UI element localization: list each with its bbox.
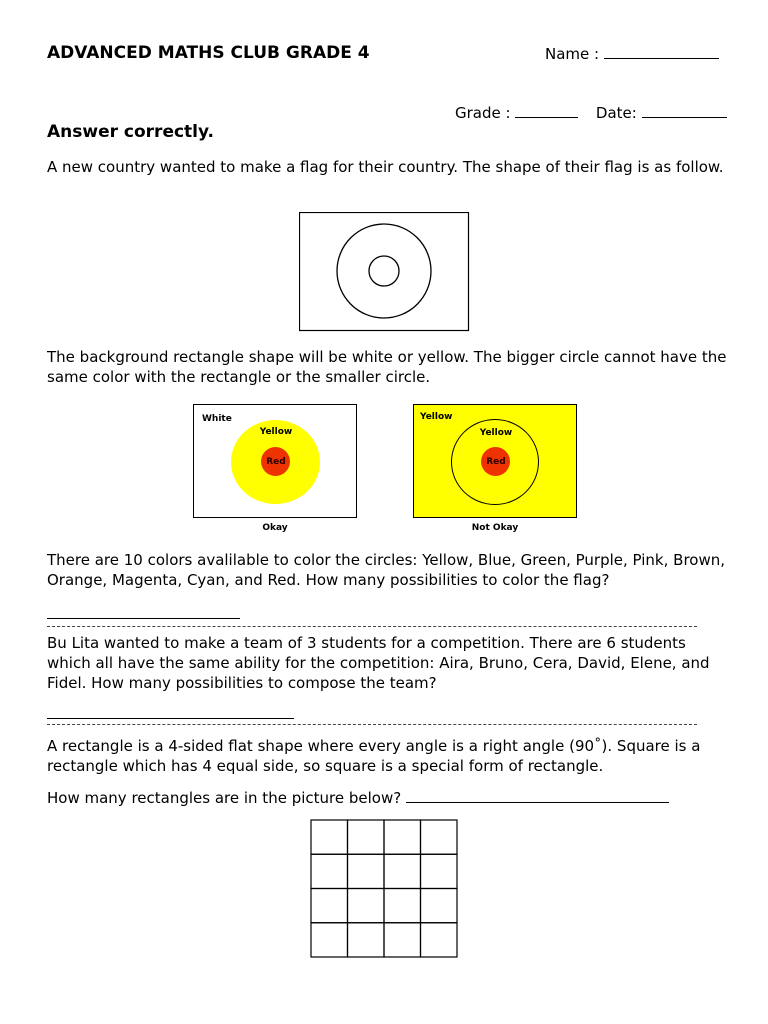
grid-cell (348, 854, 385, 888)
date-label: Date: (595, 104, 637, 122)
grid-cell (384, 889, 421, 923)
name-blank[interactable] (604, 44, 719, 59)
grid-cell (421, 854, 458, 888)
q3-question: How many rectangles are in the picture below? (47, 789, 402, 807)
flag-diagram (299, 212, 471, 332)
q2-answer-line[interactable] (47, 718, 294, 719)
example-not-okay-small-circle-label: Red (486, 457, 506, 467)
q1-answer-line[interactable] (47, 618, 240, 619)
grid-cell (384, 923, 421, 957)
grid-cell (421, 820, 458, 854)
grid-cell (311, 889, 348, 923)
flag-rectangle (300, 213, 469, 331)
q3-question-row (47, 788, 727, 808)
q2-question: Bu Lita wanted to make a team of 3 students for a competition. There are 6 students which all have the same ability for the competition: Aira, Bruno, Cera, David, Elene, and Fidel. How many possibilities to compose the team? (47, 634, 710, 692)
grid-cell (311, 854, 348, 888)
worksheet-title: ADVANCED MATHS CLUB GRADE 4 (47, 43, 370, 63)
q3-definition: A rectangle is a 4-sided flat shape where every angle is a right angle (90˚). Square is a rectangle which has 4 equal side, so square is a special form of rectangle. (47, 737, 701, 775)
grid-cell (421, 889, 458, 923)
grid-cell (421, 923, 458, 957)
grade-blank[interactable] (515, 103, 578, 118)
grid-cell (348, 820, 385, 854)
divider (47, 626, 697, 627)
grid-cell (311, 923, 348, 957)
grid-cell (384, 854, 421, 888)
instruction-heading: Answer correctly. (47, 122, 214, 142)
example-okay-caption: Okay (262, 523, 288, 533)
rectangle-grid (310, 819, 460, 959)
example-not-okay-background-label: Yellow (420, 412, 453, 422)
grade-date-row (455, 103, 727, 122)
divider (47, 724, 697, 725)
example-okay-background-label: White (202, 414, 232, 424)
q1-rule: The background rectangle shape will be white or yellow. The bigger circle cannot have the same color with the rectangle or the smaller circle. (47, 348, 727, 386)
name-label: Name : (545, 45, 600, 63)
q1-question: There are 10 colors avalilable to color the circles: Yellow, Blue, Green, Purple, Pink, Brown, Orange, Magenta, Cyan, and Red. How many possibilities to color the flag? (47, 551, 725, 589)
example-okay-big-circle-label: Yellow (259, 427, 293, 437)
grid-cell (384, 820, 421, 854)
q1-intro: A new country wanted to make a flag for their country. The shape of their flag is as follow. (47, 158, 724, 176)
grid-cell (348, 889, 385, 923)
date-blank[interactable] (642, 103, 727, 118)
q3-answer-blank[interactable] (406, 788, 669, 803)
grade-label: Grade : (455, 104, 511, 122)
grid-cell (348, 923, 385, 957)
grid-cell (311, 820, 348, 854)
example-not-okay-caption: Not Okay (471, 523, 519, 533)
example-okay-small-circle-label: Red (266, 457, 286, 467)
name-field[interactable] (545, 44, 719, 63)
example-not-okay-big-circle-label: Yellow (479, 428, 513, 438)
example-okay-flag (193, 404, 357, 518)
example-not-okay-flag (413, 404, 577, 518)
